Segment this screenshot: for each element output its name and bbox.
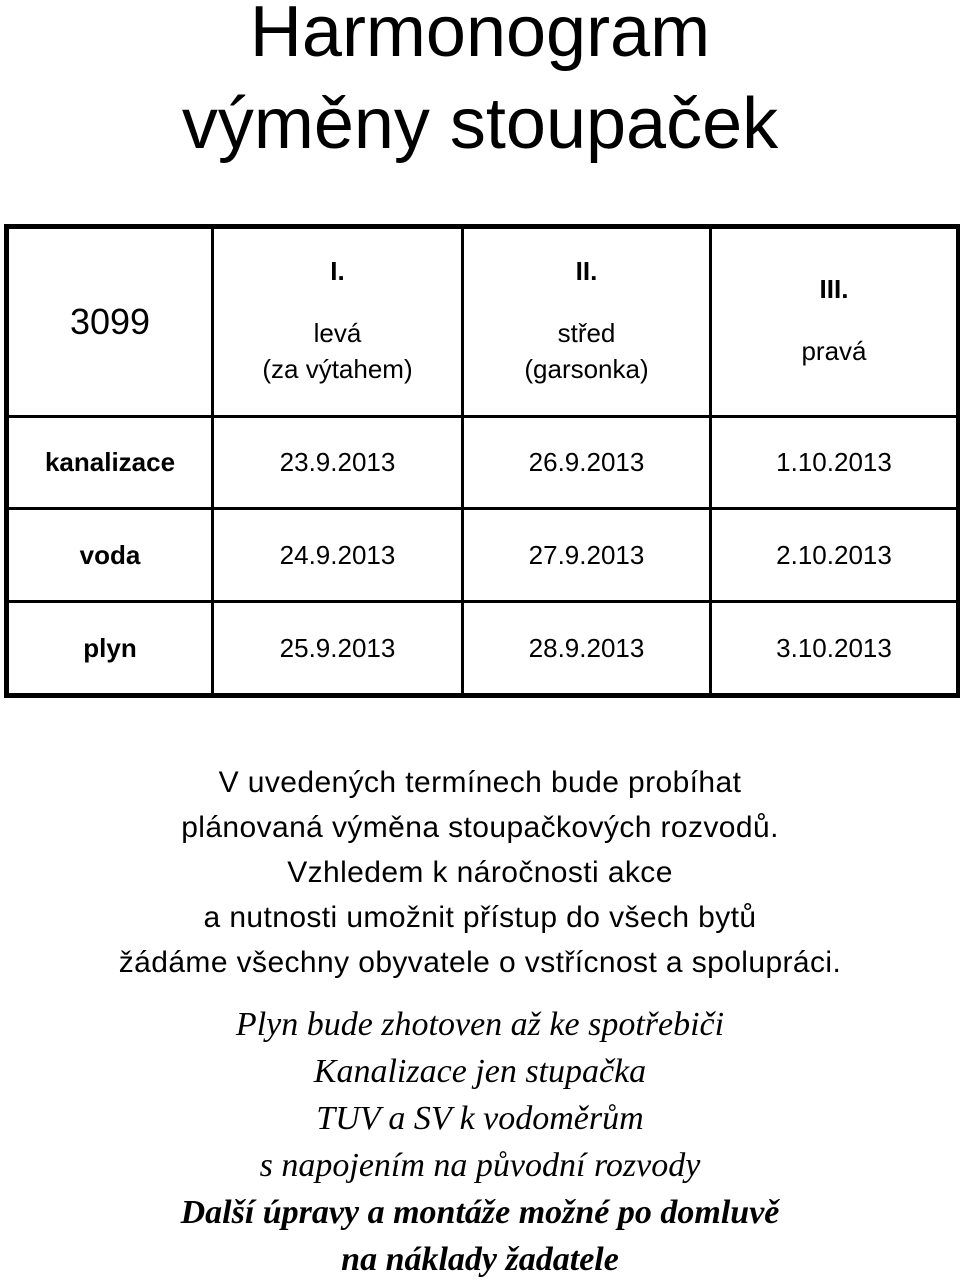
- notice-line: plánovaná výměna stoupačkových rozvodů.: [181, 811, 779, 844]
- column-description: střed: [557, 318, 616, 349]
- column-header-middle: [463, 227, 711, 417]
- note-line: TUV a SV k vodoměrům: [316, 1100, 644, 1137]
- column-number: III.: [819, 274, 849, 305]
- table-row-voda: [7, 509, 959, 602]
- notice-line: a nutnosti umožnit přístup do všech bytů: [203, 901, 757, 934]
- date-cell: 24.9.2013: [213, 509, 463, 602]
- column-number: I.: [330, 256, 345, 287]
- table-row-plyn: [7, 602, 959, 696]
- date-cell: 28.9.2013: [463, 602, 711, 696]
- date-cell: 2.10.2013: [711, 509, 959, 602]
- notice-paragraph: [0, 760, 960, 985]
- column-description: (garsonka): [524, 354, 649, 385]
- date-cell: 26.9.2013: [463, 416, 711, 509]
- page-title-line-2: výměny stoupaček: [181, 84, 779, 164]
- note-line: s napojením na původní rozvody: [259, 1147, 701, 1184]
- row-label: kanalizace: [7, 416, 213, 509]
- work-notes: [0, 1001, 960, 1283]
- row-label: voda: [7, 509, 213, 602]
- note-line-bold: Další úpravy a montáže možné po domluvě: [180, 1194, 780, 1231]
- note-line: Kanalizace jen stupačka: [313, 1053, 647, 1090]
- building-code: 3099: [7, 227, 213, 417]
- date-cell: 23.9.2013: [213, 416, 463, 509]
- date-cell: 3.10.2013: [711, 602, 959, 696]
- date-cell: 1.10.2013: [711, 416, 959, 509]
- column-header-right: [711, 227, 959, 417]
- table-row-kanalizace: [7, 416, 959, 509]
- page-title-line-1: Harmonogram: [249, 0, 711, 72]
- table-header-row: [7, 227, 959, 417]
- notice-line: V uvedených termínech bude probíhat: [218, 766, 742, 799]
- notice-line: Vzhledem k náročnosti akce: [287, 856, 673, 889]
- column-description: pravá: [801, 336, 867, 367]
- notice-line: žádáme všechny obyvatele o vstřícnost a spolupráci.: [118, 946, 842, 979]
- date-cell: 27.9.2013: [463, 509, 711, 602]
- row-label: plyn: [7, 602, 213, 696]
- column-header-left: [213, 227, 463, 417]
- column-description: levá: [313, 318, 362, 349]
- note-line: Plyn bude zhotoven až ke spotřebiči: [235, 1006, 725, 1043]
- date-cell: 25.9.2013: [213, 602, 463, 696]
- schedule-table: [4, 224, 960, 698]
- column-number: II.: [575, 256, 598, 287]
- column-description: (za výtahem): [262, 354, 413, 385]
- note-line-bold: na náklady žadatele: [341, 1241, 619, 1278]
